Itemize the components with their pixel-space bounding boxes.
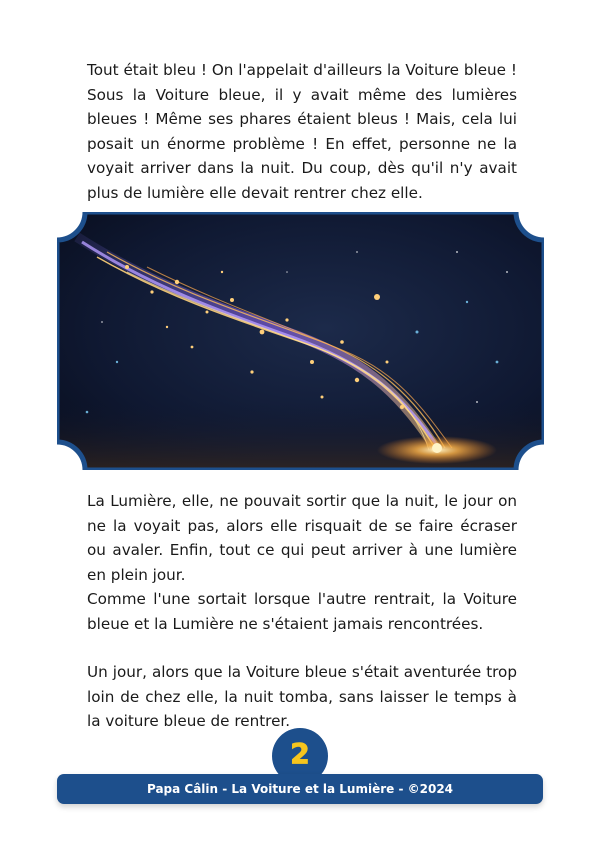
story-text: Tout était bleu ! On l'appelait d'ailleurs la Voiture bleue ! Sous la Voiture bleue, il y avait même des lumières bleues ! Même ses phares étaient bleus ! Mais, cela lui posait un énorme problème ! En effet, personne ne la voyait arriver dans la nuit. Du coup, dès qu'il n'y avait plus de lumière elle devait rentrer chez elle.	[87, 61, 517, 202]
footer-text: Papa Câlin - La Voiture et la Lumière - ©2024	[146, 782, 454, 796]
footer-bar	[57, 774, 543, 804]
story-paragraph-2	[87, 489, 517, 636]
light-trail-illustration	[57, 212, 544, 470]
story-text: Comme l'une sortait lorsque l'autre rentrait, la Voiture bleue et la Lumière ne s'étaient jamais rencontrées.	[87, 590, 517, 633]
story-paragraph-1	[87, 58, 517, 205]
story-text: Un jour, alors que la Voiture bleue s'était aventurée trop loin de chez elle, la nuit tomba, sans laisser le temps à la voiture bleue de rentrer.	[87, 663, 517, 730]
story-text: La Lumière, elle, ne pouvait sortir que la nuit, le jour on ne la voyait pas, alors elle risquait de se faire écraser ou avaler. Enfin, tout ce qui peut arriver à une lumière en plein jour.	[87, 492, 517, 584]
story-paragraph-3	[87, 660, 517, 734]
page-number: 2	[290, 736, 310, 770]
illustration-frame	[57, 212, 544, 470]
